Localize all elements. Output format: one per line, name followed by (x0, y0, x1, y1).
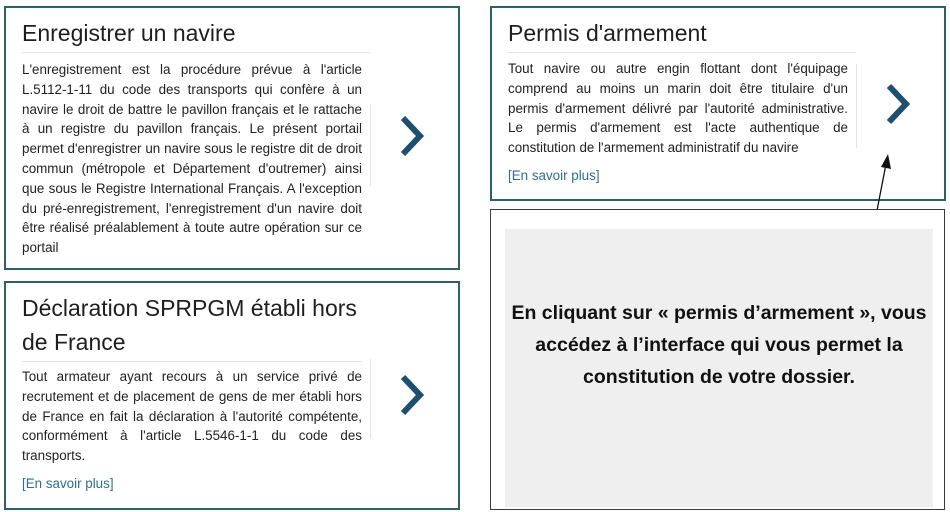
chevron-right-icon[interactable] (392, 367, 432, 423)
card-description: L'enregistrement est la procédure prévue à l'article L.5112-1-11 du code des transports qui confère à un navire le droit de battre le pavillon français et le rattache à un registre du pavillon français. Le présent portail permet d'enregistrer un navire sous le registre dit de droit commun (métropole et Département d'outremer) ainsi que sous le Registre International Français. A l'exception du pré-enregistrement, l'enregistrement d'un navire doit être réalisé préalablement à toute autre opération sur ce portail (22, 62, 362, 256)
card-register-vessel[interactable] (4, 6, 460, 270)
card-description: Tout navire ou autre engin flottant dont l'équipage comprend au moins un marin doit être titulaire d'un permis d'armement délivré par l'autorité administrative. Le permis d'armement est l'acte authentique de constitution de l'armement administratif du navire (508, 61, 848, 156)
chevron-right-icon[interactable] (878, 76, 918, 132)
chevron-right-icon[interactable] (392, 108, 432, 164)
callout-text: En cliquant sur « permis d’armement », vous accédez à l’interface qui vous permet la constitution de votre dossier. (511, 302, 927, 388)
callout-background (505, 229, 933, 507)
learn-more-link[interactable]: [En savoir plus] (22, 476, 114, 491)
learn-more-link[interactable]: [En savoir plus] (508, 168, 600, 183)
divider (370, 104, 371, 186)
card-title: Déclaration SPRPGM établi hors de France (22, 291, 362, 362)
divider (370, 359, 371, 439)
card-sprpgm-declaration[interactable] (4, 281, 460, 510)
divider (856, 64, 857, 148)
card-title: Permis d'armement (508, 16, 856, 53)
card-title: Enregistrer un navire (22, 16, 370, 53)
annotation-callout (490, 209, 945, 510)
card-description: Tout armateur ayant recours à un service privé de recrutement et de placement de gens de mer établi hors de France en fait la déclaration à l'autorité compétente, conformément à l'article L.5546-1-1 du code des transports. (22, 369, 362, 464)
